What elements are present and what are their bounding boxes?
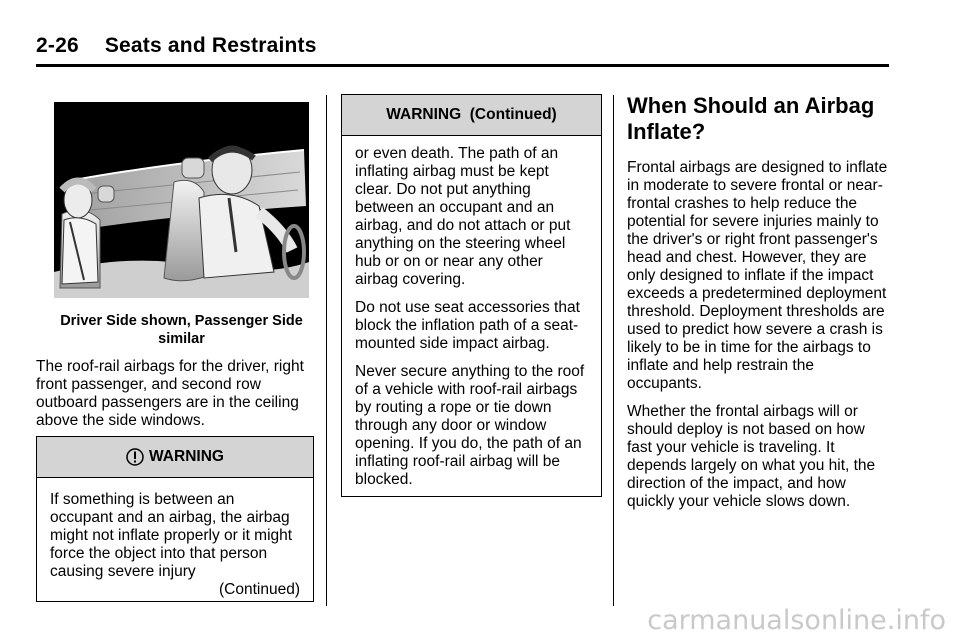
warning-body: If something is between an occupant and an airbag, the airbag might not inflate properly or it might force the object into that person causing severe injury (50, 491, 293, 580)
warning-continued-box (341, 94, 602, 497)
watermark: carmanualsonline.info (647, 605, 946, 636)
column-divider-left (326, 95, 327, 606)
body-paragraph: Frontal airbags are designed to inflate in moderate to severe frontal or near-frontal crashes to help reduce the potential for severe injuries mainly to the driver's or right front passenger's head and chest. However, they are only designed to inflate if the impact exceeds a predetermined deployment threshold. Deployment thresholds are used to predict how severe a crash is likely to be in time for the airbags to inflate and help restrain the occupants. (627, 159, 888, 392)
warning-paragraph: Never secure anything to the roof of a vehicle with roof-rail airbags by routing a rope or tie down through any door or window opening. If you do, the path of an inflating roof-rail airbag will be blocked. (355, 363, 585, 488)
header-rule (36, 64, 889, 67)
warning-continued-title: WARNING (Continued) (386, 106, 557, 123)
column-divider-right (613, 95, 614, 606)
warning-paragraph: or even death. The path of an inflating airbag must be kept clear. Do not put anything between an occupant and an airbag, and do not attach or put anything on the steering wheel hub or on or near any other airbag covering. (355, 145, 571, 288)
continued-label: (Continued) (219, 581, 300, 598)
warning-title: WARNING (149, 448, 224, 465)
warning-paragraph: Do not use seat accessories that block the inflation path of a seat-mounted side impact airbag. (355, 299, 580, 352)
warning-icon (126, 448, 144, 466)
section-title: Seats and Restraints (104, 34, 317, 57)
page-number: 2-26 (36, 34, 79, 57)
airbag-illustration (54, 102, 309, 298)
warning-header (37, 437, 313, 478)
roof-rail-paragraph: The roof-rail airbags for the driver, right front passenger, and second row outboard passengers are in the ceiling above the side windows. (36, 358, 304, 429)
airbag-illustration-drawing (54, 102, 309, 298)
section-heading: When Should an Airbag Inflate? (627, 93, 875, 144)
page-header (36, 34, 888, 58)
left-column (36, 358, 318, 440)
warning-box (36, 436, 314, 602)
body-paragraph: Whether the frontal airbags will or should deploy is not based on how fast your vehicle is traveling. It depends largely on what you hit, the direction of the impact, and how quickly your vehicle slows down. (627, 403, 876, 510)
warning-continued-header (342, 95, 601, 136)
right-column (627, 93, 889, 521)
figure-caption: Driver Side shown, Passenger Side similar (60, 313, 303, 347)
